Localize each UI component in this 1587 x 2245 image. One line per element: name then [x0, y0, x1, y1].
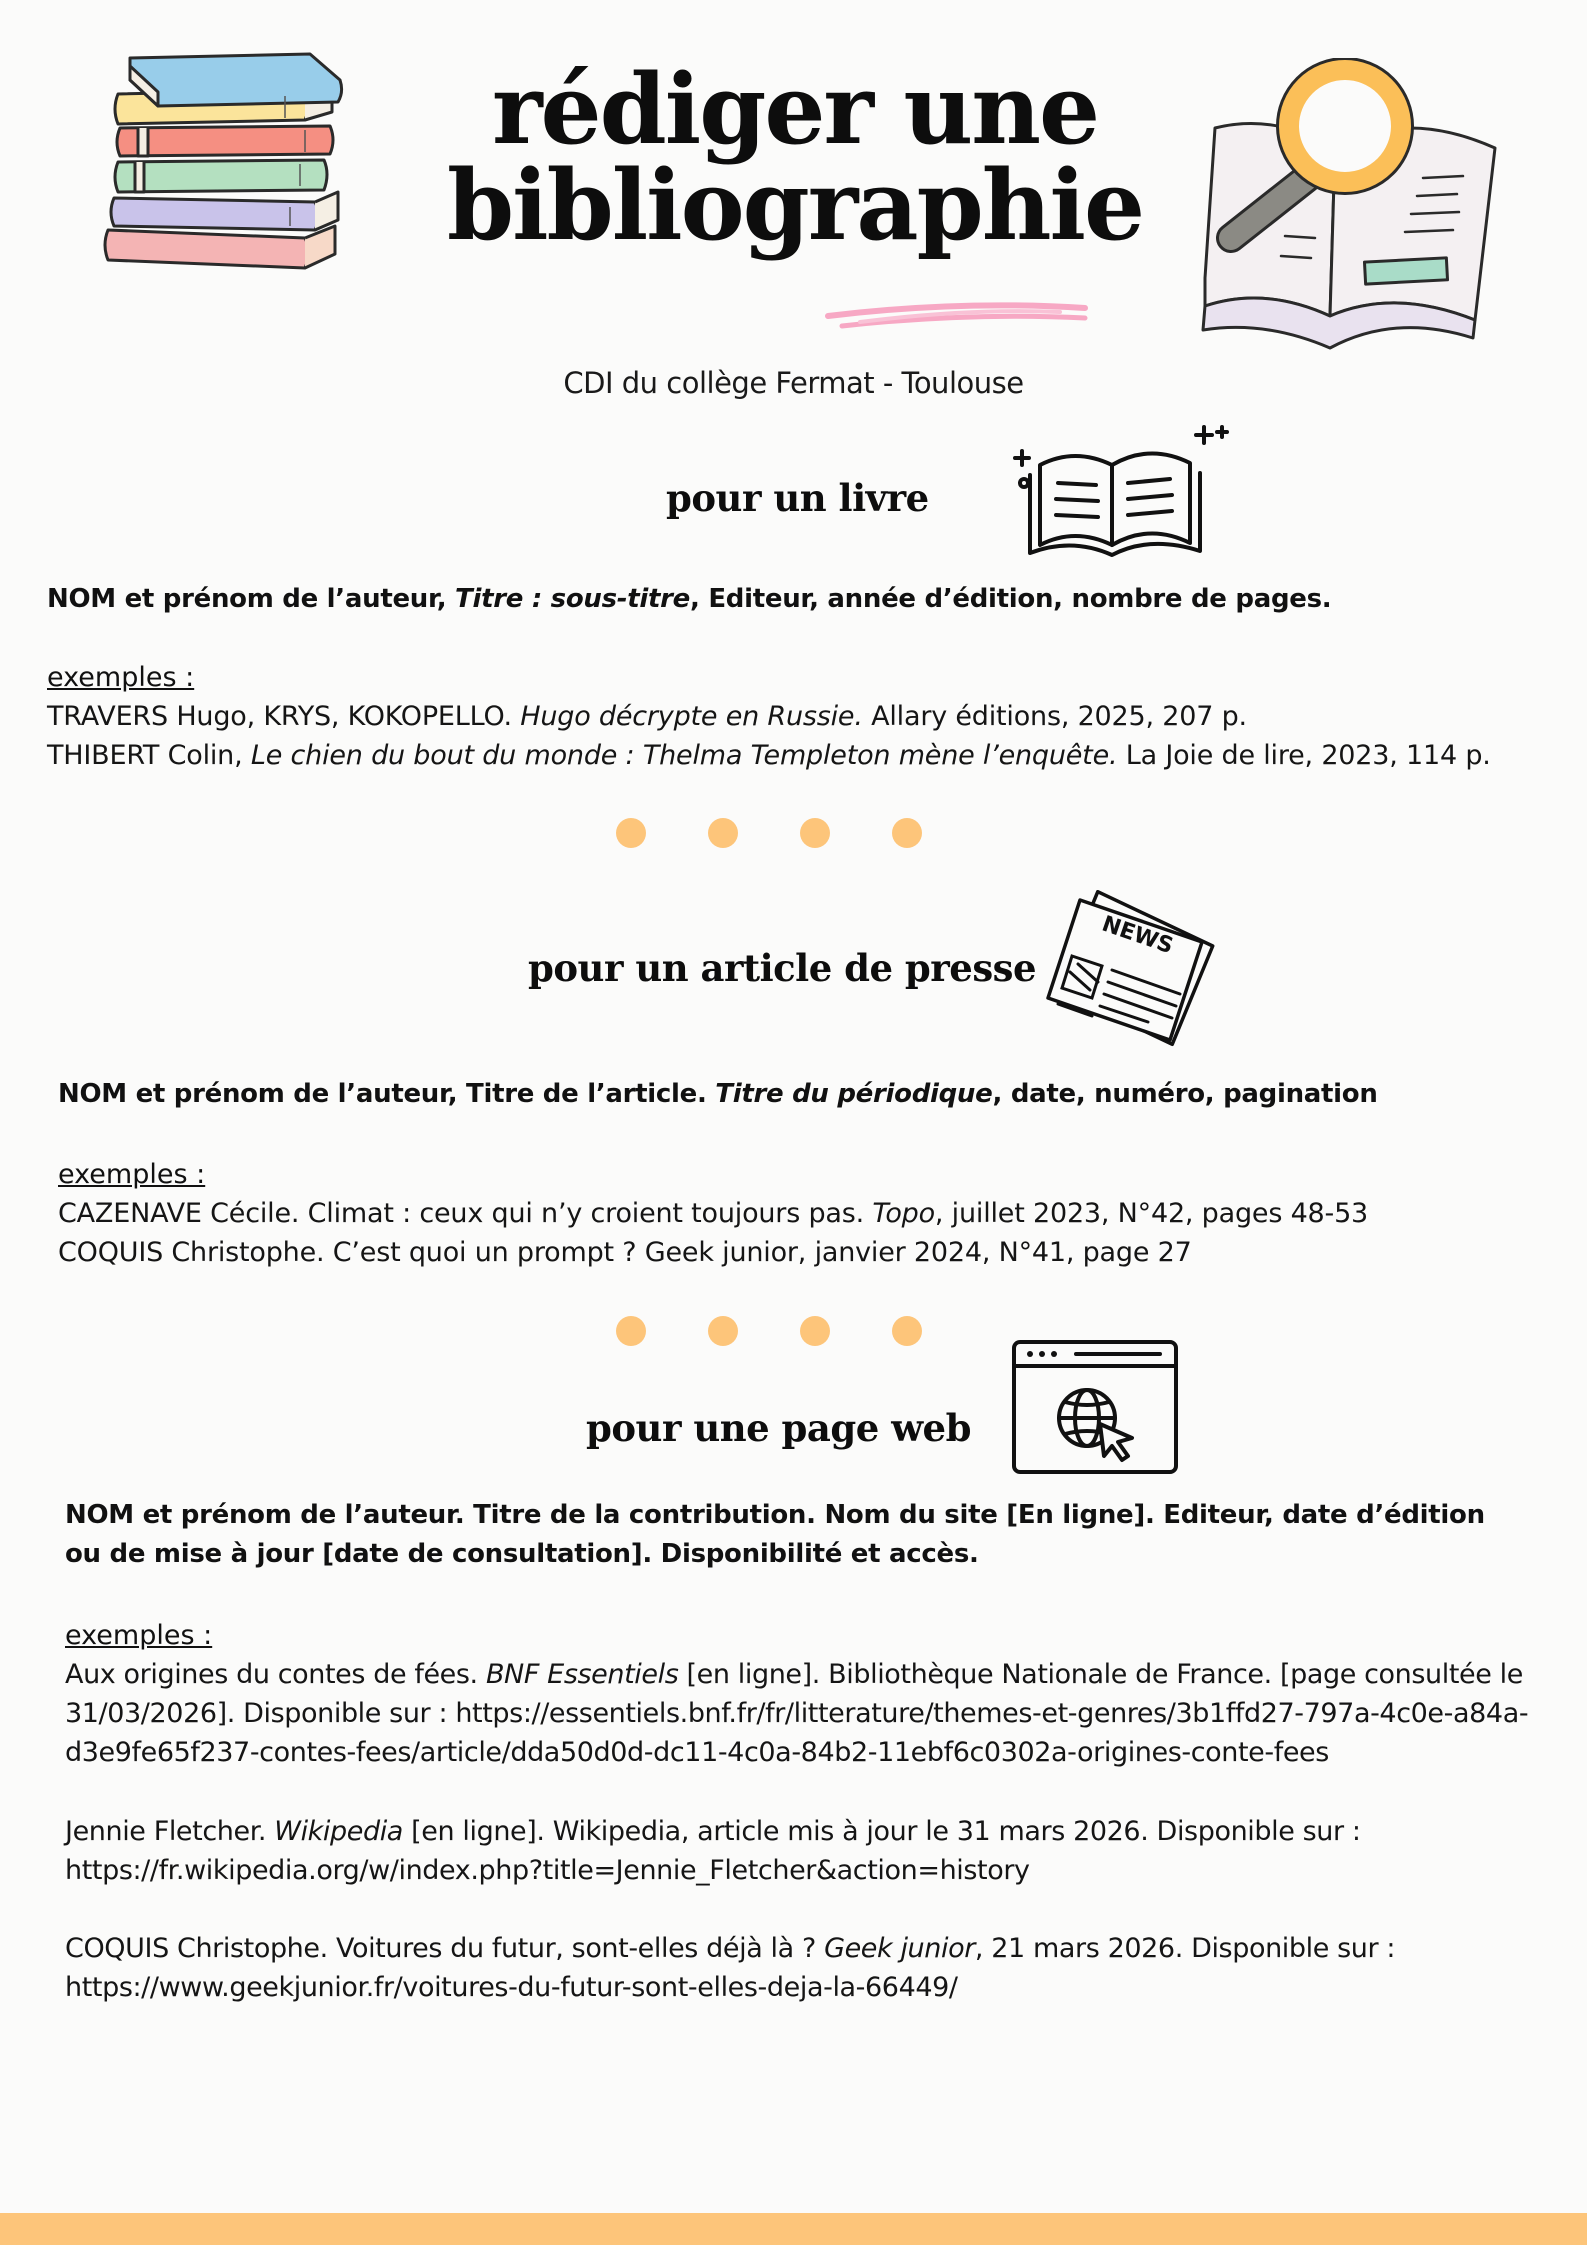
separator-dot	[708, 818, 738, 848]
bottom-accent-bar	[0, 2213, 1587, 2245]
example-presse-2	[58, 1233, 1192, 1272]
example-text: TRAVERS Hugo, KRYS, KOKOPELLO.	[47, 701, 521, 732]
open-book-icon	[1000, 425, 1235, 565]
example-text: Aux origines du contes de fées.	[65, 1659, 486, 1690]
example-italic: Hugo décrypte en Russie.	[520, 701, 863, 732]
title-line-1: rédiger une	[491, 53, 1099, 166]
example-italic: Topo	[872, 1198, 935, 1229]
brush-stroke-icon	[820, 296, 1095, 336]
books-stack-icon	[100, 40, 350, 275]
format-web	[65, 1496, 1525, 1574]
format-presse-part2: , date, numéro, pagination	[992, 1079, 1378, 1109]
pink-underline-stroke	[820, 296, 1095, 336]
separator-dot	[616, 818, 646, 848]
format-presse-italic: Titre du périodique	[715, 1079, 993, 1109]
example-text: La Joie de lire, 2023, 114 p.	[1117, 740, 1491, 771]
example-livre-2	[47, 736, 1491, 775]
examples-label-livre: exemples :	[47, 662, 195, 693]
examples-label-web: exemples :	[65, 1620, 213, 1651]
dots-separator-2	[616, 1316, 984, 1346]
page-title	[380, 53, 1210, 262]
example-text: , 21 mars 2026. Disponible sur : https://www.geekjunior.fr/voitures-du-futur-sont-elles-deja-la-66449/	[65, 1933, 1396, 2003]
books-stack-illustration	[100, 40, 350, 275]
example-web-3	[65, 1929, 1495, 2007]
magnifier-book-illustration	[1195, 58, 1505, 368]
example-text: Allary éditions, 2025, 207 p.	[862, 701, 1247, 732]
example-italic: Wikipedia	[274, 1816, 403, 1847]
separator-dot	[616, 1316, 646, 1346]
title-line-2: bibliographie	[446, 149, 1144, 262]
newspaper-label: NEWS	[1098, 911, 1177, 960]
example-text: [en ligne]. Wikipedia, article mis à jour le 31 mars 2026. Disponible sur : https://fr.wikipedia.org/w/index.php?title=Jennie_Fletcher&action=history	[65, 1816, 1361, 1886]
example-text: , juillet 2023, N°42, pages 48-53	[934, 1198, 1369, 1229]
examples-label-presse: exemples :	[58, 1159, 206, 1190]
newspaper-icon	[1030, 890, 1230, 1060]
format-livre-italic: Titre : sous-titre	[455, 584, 691, 614]
example-italic: Le chien du bout du monde : Thelma Templeton mène l’enquête.	[250, 740, 1118, 771]
example-text: [en ligne]. Bibliothèque Nationale de France. [page consultée le 31/03/2026]. Disponible sur : https://essentiels.bnf.fr/fr/litterature/themes-et-genres/3b1ffd27-797a-4c0e-a84a-d3e9fe65f237-contes-fees/article/dda50d0d-dc11-4c0a-84b2-11ebf6c0302a-origines-conte-fees	[65, 1659, 1529, 1768]
format-livre-part1: NOM et prénom de l’auteur,	[47, 584, 456, 614]
format-presse-part1: NOM et prénom de l’auteur, Titre de l’article.	[58, 1079, 716, 1109]
subtitle: CDI du collège Fermat - Toulouse	[563, 366, 1024, 400]
section-heading-livre: pour un livre	[666, 476, 929, 520]
separator-dot	[892, 818, 922, 848]
separator-dot	[708, 1316, 738, 1346]
separator-dot	[800, 818, 830, 848]
separator-dot	[800, 1316, 830, 1346]
example-text: THIBERT Colin,	[47, 740, 251, 771]
separator-dot	[892, 1316, 922, 1346]
format-livre-part2: , Editeur, année d’édition, nombre de pages.	[690, 584, 1332, 614]
dots-separator-1	[616, 818, 984, 848]
web-browser-globe-icon	[1010, 1338, 1180, 1476]
example-web-2	[65, 1812, 1495, 1890]
section-heading-presse: pour un article de presse	[528, 946, 1037, 990]
section-heading-web: pour une page web	[586, 1406, 971, 1450]
example-text: Jennie Fletcher.	[65, 1816, 275, 1847]
example-text: COQUIS Christophe. Voitures du futur, sont-elles déjà là ?	[65, 1933, 825, 1964]
example-web-1	[65, 1655, 1535, 1772]
format-web-part1: NOM et prénom de l’auteur. Titre de la contribution. Nom du site [En ligne]. Editeur, date d’édition ou de mise à jour [date de consultation]. Disponibilité et accès.	[65, 1500, 1485, 1569]
magnifying-glass-book-icon	[1195, 58, 1505, 368]
format-livre	[47, 580, 1331, 619]
example-livre-1	[47, 697, 1247, 736]
example-presse-1	[58, 1194, 1368, 1233]
example-italic: BNF Essentiels	[485, 1659, 679, 1690]
format-presse	[58, 1075, 1378, 1114]
example-italic: Geek junior	[824, 1933, 975, 1964]
example-text: CAZENAVE Cécile. Climat : ceux qui n’y croient toujours pas.	[58, 1198, 873, 1229]
example-text: COQUIS Christophe. C’est quoi un prompt ? Geek junior, janvier 2024, N°41, page 27	[58, 1237, 1192, 1268]
